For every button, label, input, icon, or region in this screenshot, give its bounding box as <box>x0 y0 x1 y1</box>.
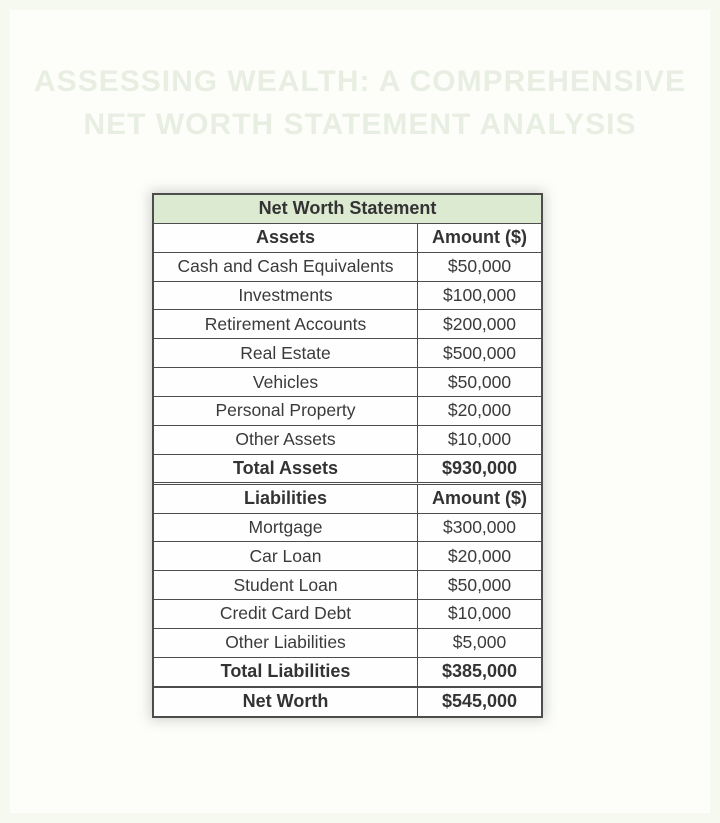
table-row <box>153 396 542 425</box>
liabilities-column-header: Liabilities <box>153 484 418 513</box>
table-row <box>153 425 542 454</box>
table-row <box>153 542 542 571</box>
total-liabilities-label: Total Liabilities <box>153 657 418 686</box>
asset-label-cell: Cash and Cash Equivalents <box>153 252 418 281</box>
page-title-line-1: ASSESSING WEALTH: A COMPREHENSIVE <box>34 65 686 98</box>
asset-amount-cell: $10,000 <box>418 425 542 454</box>
table-row <box>153 513 542 542</box>
page-title <box>0 60 720 146</box>
liabilities-amount-column-header: Amount ($) <box>418 484 542 513</box>
asset-label-cell: Other Assets <box>153 425 418 454</box>
asset-label-cell: Investments <box>153 281 418 310</box>
liabilities-header-row <box>153 484 542 513</box>
liability-amount-cell: $50,000 <box>418 571 542 600</box>
table-row <box>153 368 542 397</box>
liability-amount-cell: $300,000 <box>418 513 542 542</box>
net-worth-row <box>153 687 542 717</box>
liability-label-cell: Car Loan <box>153 542 418 571</box>
asset-amount-cell: $20,000 <box>418 396 542 425</box>
asset-label-cell: Real Estate <box>153 339 418 368</box>
table-row <box>153 600 542 629</box>
asset-amount-cell: $200,000 <box>418 310 542 339</box>
liability-amount-cell: $20,000 <box>418 542 542 571</box>
total-assets-row <box>153 454 542 483</box>
total-liabilities-amount: $385,000 <box>418 657 542 686</box>
asset-label-cell: Vehicles <box>153 368 418 397</box>
asset-label-cell: Retirement Accounts <box>153 310 418 339</box>
liability-label-cell: Mortgage <box>153 513 418 542</box>
table-row <box>153 252 542 281</box>
liability-label-cell: Other Liabilities <box>153 628 418 657</box>
assets-header-row <box>153 223 542 252</box>
table-row <box>153 281 542 310</box>
net-worth-amount: $545,000 <box>418 687 542 717</box>
table-row <box>153 571 542 600</box>
liability-label-cell: Student Loan <box>153 571 418 600</box>
asset-amount-cell: $100,000 <box>418 281 542 310</box>
total-assets-amount: $930,000 <box>418 454 542 483</box>
page-title-line-2: NET WORTH STATEMENT ANALYSIS <box>83 108 637 141</box>
table-row <box>153 339 542 368</box>
net-worth-label: Net Worth <box>153 687 418 717</box>
table-title-row <box>153 194 542 223</box>
table-row <box>153 628 542 657</box>
table-row <box>153 310 542 339</box>
liability-label-cell: Credit Card Debt <box>153 600 418 629</box>
liability-amount-cell: $5,000 <box>418 628 542 657</box>
table-title: Net Worth Statement <box>153 194 542 223</box>
assets-column-header: Assets <box>153 223 418 252</box>
assets-amount-column-header: Amount ($) <box>418 223 542 252</box>
asset-label-cell: Personal Property <box>153 396 418 425</box>
net-worth-statement-table <box>152 193 543 718</box>
asset-amount-cell: $50,000 <box>418 252 542 281</box>
total-liabilities-row <box>153 657 542 686</box>
asset-amount-cell: $50,000 <box>418 368 542 397</box>
liability-amount-cell: $10,000 <box>418 600 542 629</box>
total-assets-label: Total Assets <box>153 454 418 483</box>
asset-amount-cell: $500,000 <box>418 339 542 368</box>
